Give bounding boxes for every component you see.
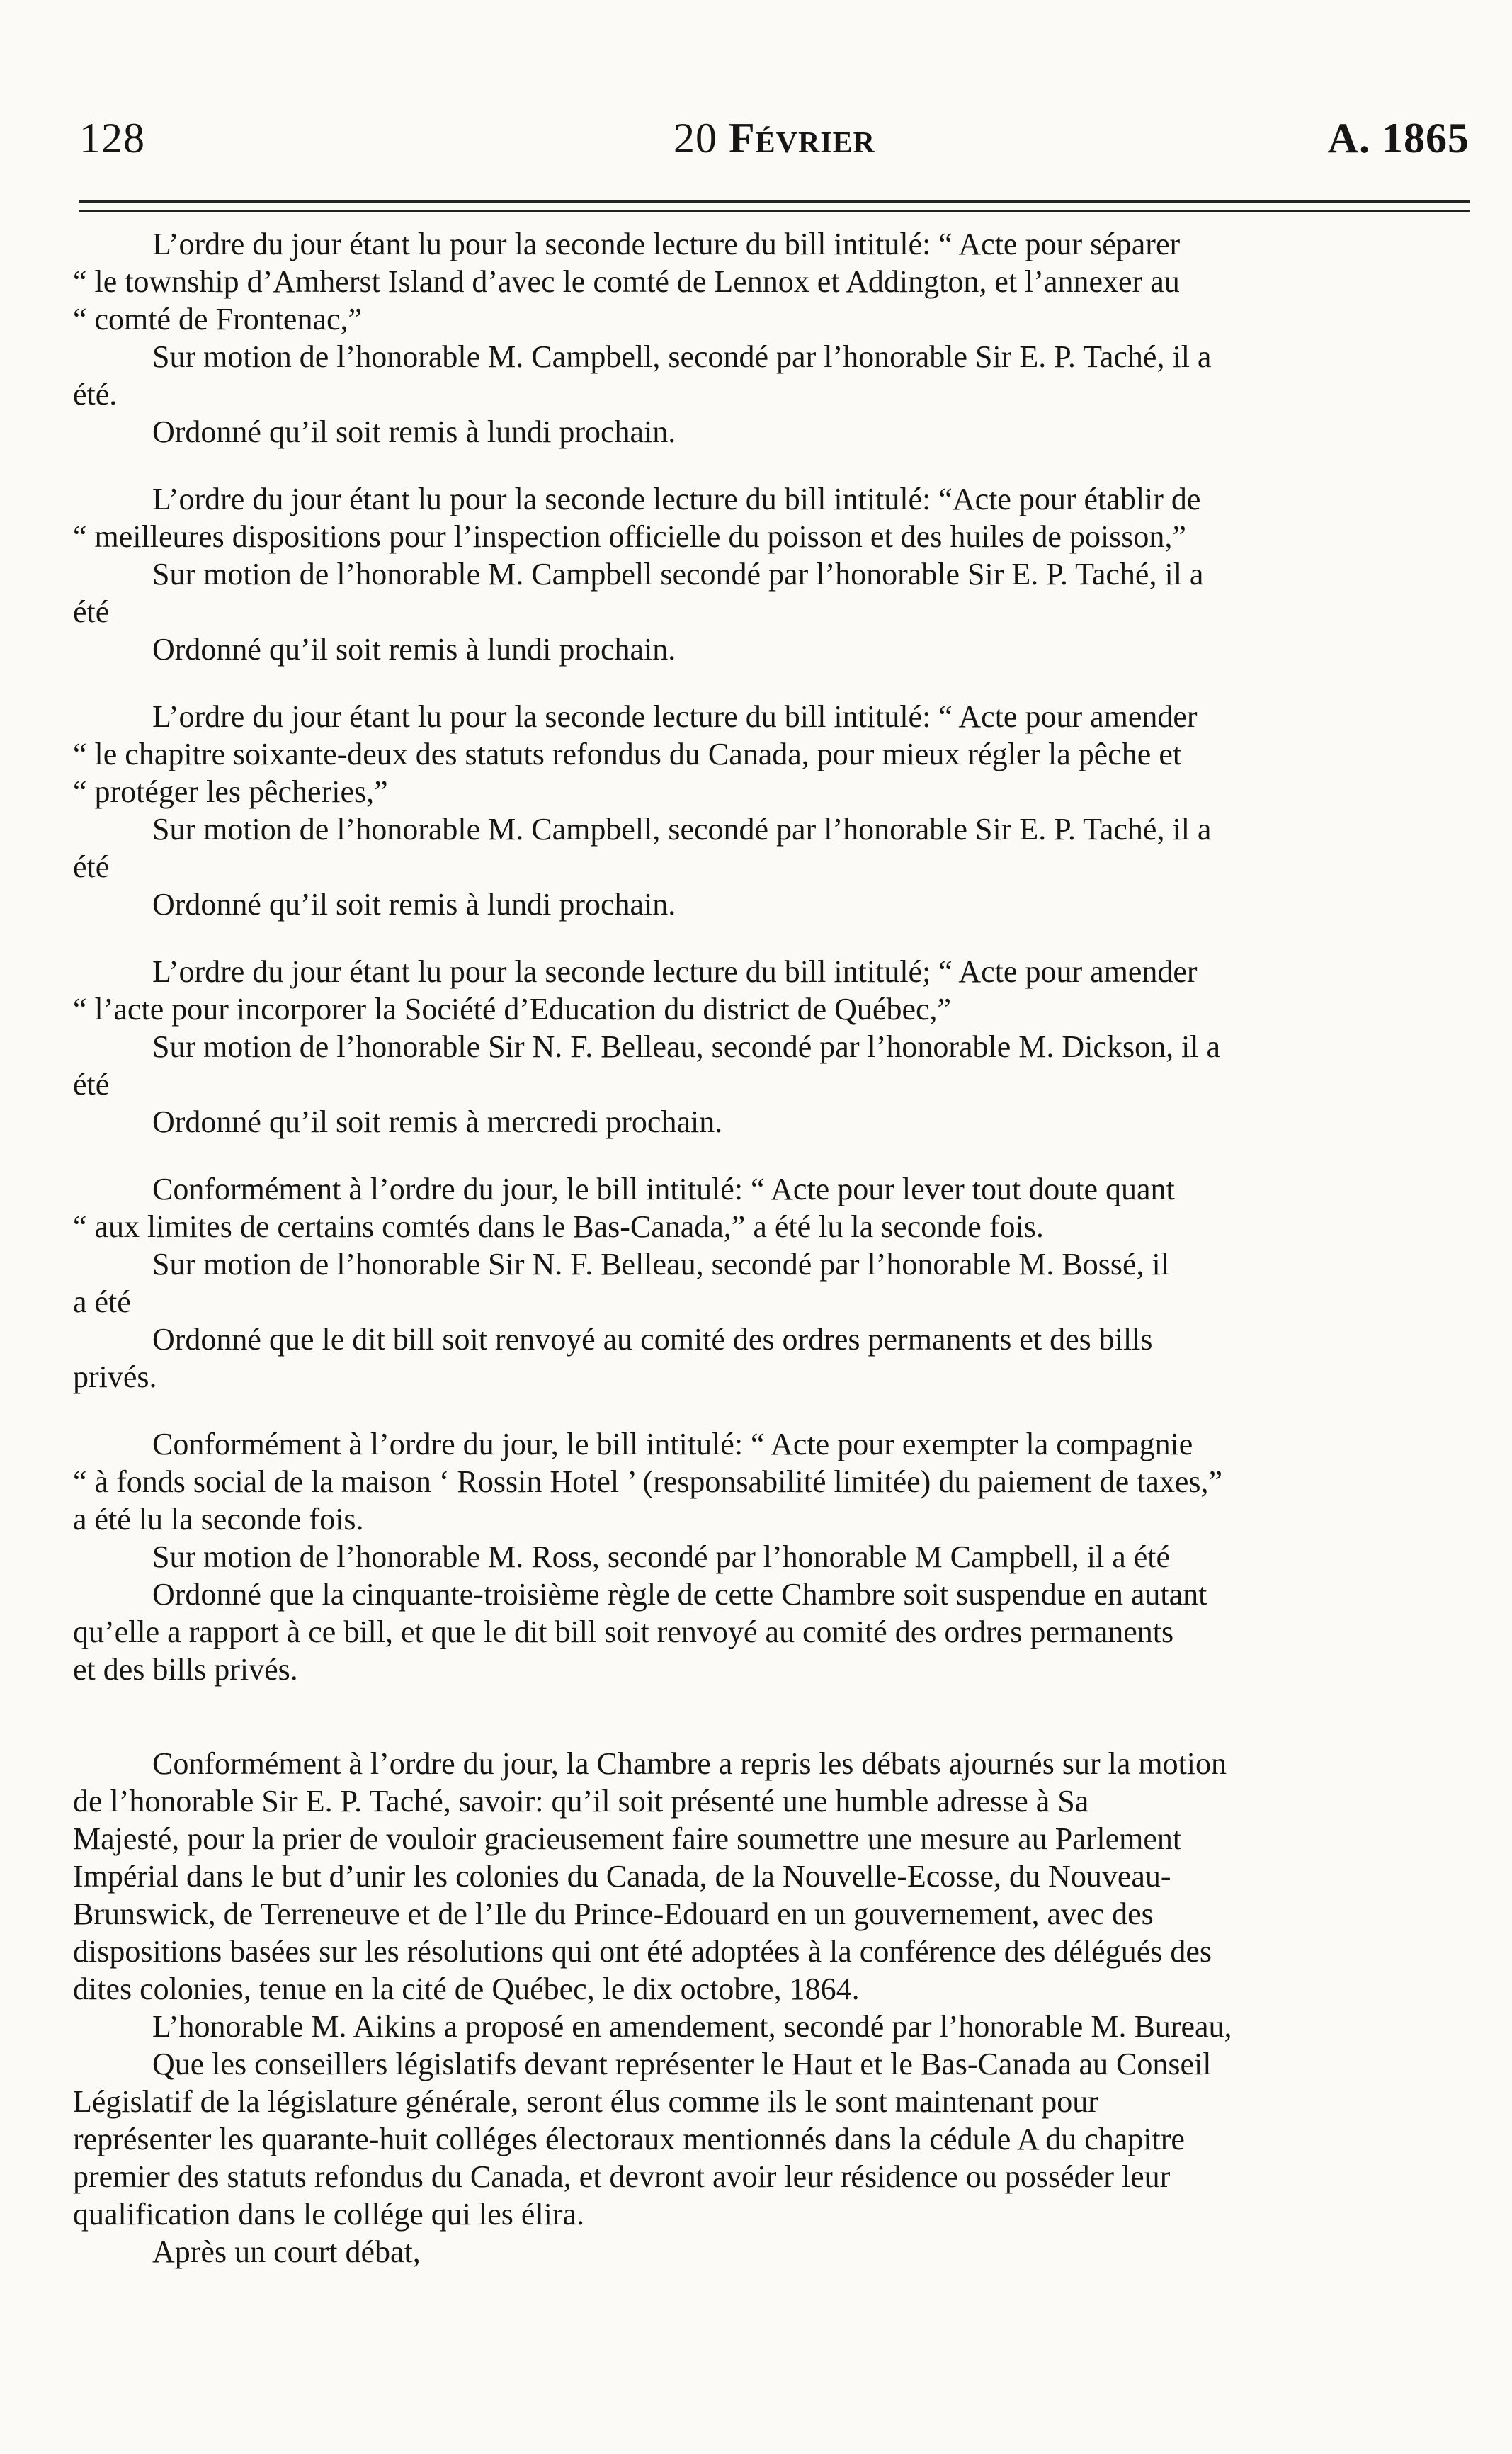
- text-line: “ à fonds social de la maison ‘ Rossin Hotel ’ (responsabilité limitée) du paiement de taxes,”: [73, 1464, 1223, 1499]
- text-line: Sur motion de l’honorable M. Campbell secondé par l’honorable Sir E. P. Taché, il a: [152, 557, 1204, 592]
- entry-inspection-poisson: [73, 480, 1470, 668]
- text-line: L’ordre du jour étant lu pour la seconde lecture du bill intitulé: “ Acte pour séparer: [152, 227, 1181, 261]
- header-date: [79, 106, 1470, 170]
- entry-confederation-debate: [73, 1745, 1470, 2271]
- text-line: L’ordre du jour étant lu pour la seconde lecture du bill intitulé; “ Acte pour amender: [152, 954, 1198, 989]
- text-line: “ l’acte pour incorporer la Société d’Education du district de Québec,”: [73, 992, 952, 1027]
- entry-peche: [73, 698, 1470, 923]
- text-line: L’ordre du jour étant lu pour la seconde lecture du bill intitulé: “ Acte pour amender: [152, 699, 1198, 734]
- text-line: été: [73, 1067, 110, 1102]
- text-line: été: [73, 594, 110, 629]
- text-line: Sur motion de l’honorable Sir N. F. Belleau, secondé par l’honorable M. Dickson, il a: [152, 1029, 1221, 1064]
- text-line: Ordonné qu’il soit remis à lundi prochain.: [152, 414, 676, 449]
- text-line: Ordonné qu’il soit remis à mercredi prochain.: [152, 1104, 723, 1139]
- text-line: qu’elle a rapport à ce bill, et que le dit bill soit renvoyé au comité des ordres permanents: [73, 1615, 1174, 1649]
- text-line: “ le township d’Amherst Island d’avec le comté de Lennox et Addington, et l’annexer au: [73, 264, 1180, 299]
- entry-societe-education: [73, 953, 1470, 1141]
- entry-amherst-island: [73, 225, 1470, 451]
- text-line: Sur motion de l’honorable M. Campbell, secondé par l’honorable Sir E. P. Taché, il a: [152, 812, 1212, 847]
- entry-rossin-hotel: [73, 1425, 1470, 1688]
- text-line: été: [73, 849, 110, 884]
- running-header: [79, 106, 1470, 170]
- text-line: a été lu la seconde fois.: [73, 1502, 364, 1537]
- header-rule-thin: [79, 210, 1470, 212]
- header-rule-thick: [79, 200, 1470, 203]
- text-line: été.: [73, 377, 118, 412]
- text-line: “ comté de Frontenac,”: [73, 302, 363, 337]
- text-line: Après un court débat,: [152, 2234, 421, 2269]
- text-line: Conformément à l’ordre du jour, le bill intitulé: “ Acte pour exempter la compagnie: [152, 1427, 1193, 1461]
- text-line: de l’honorable Sir E. P. Taché, savoir: qu’il soit présenté une humble adresse à Sa: [73, 1784, 1089, 1819]
- text-line: Ordonné que le dit bill soit renvoyé au comité des ordres permanents et des bills: [152, 1322, 1153, 1357]
- text-line: Brunswick, de Terreneuve et de l’Ile du Prince-Edouard en un gouvernement, avec des: [73, 1896, 1154, 1931]
- text-line: dispositions basées sur les résolutions qui ont été adoptées à la conférence des délégués des: [73, 1934, 1212, 1969]
- text-line: Ordonné qu’il soit remis à lundi prochain.: [152, 632, 676, 667]
- text-line: a été: [73, 1284, 131, 1319]
- entry-limites-comtes: [73, 1170, 1470, 1396]
- text-line: Ordonné que la cinquante-troisième règle de cette Chambre soit suspendue en autant: [152, 1577, 1207, 1612]
- text-line: “ le chapitre soixante-deux des statuts refondus du Canada, pour mieux régler la pêche et: [73, 737, 1182, 771]
- text-line: privés.: [73, 1359, 157, 1394]
- text-line: “ protéger les pêcheries,”: [73, 774, 388, 809]
- text-line: premier des statuts refondus du Canada, et devront avoir leur résidence ou posséder leur: [73, 2159, 1171, 2194]
- text-line: “ meilleures dispositions pour l’inspection officielle du poisson et des huiles de poisson,”: [73, 519, 1186, 554]
- header-year: A. 1865: [1327, 115, 1470, 162]
- text-line: Législatif de la législature générale, seront élus comme ils le sont maintenant pour: [73, 2084, 1098, 2119]
- text-line: Sur motion de l’honorable Sir N. F. Belleau, secondé par l’honorable M. Bossé, il: [152, 1247, 1169, 1282]
- text-line: Impérial dans le but d’unir les colonies du Canada, de la Nouvelle-Ecosse, du Nouveau-: [73, 1859, 1171, 1894]
- text-line: L’ordre du jour étant lu pour la seconde lecture du bill intitulé: “Acte pour établir de: [152, 482, 1201, 516]
- text-line: Conformément à l’ordre du jour, la Chambre a repris les débats ajournés sur la motion: [152, 1746, 1227, 1781]
- text-line: Sur motion de l’honorable M. Ross, secondé par l’honorable M Campbell, il a été: [152, 1539, 1171, 1574]
- text-line: Que les conseillers législatifs devant représenter le Haut et le Bas-Canada au Conseil: [152, 2047, 1212, 2081]
- text-line: Ordonné qu’il soit remis à lundi prochain.: [152, 887, 676, 922]
- text-line: L’honorable M. Aikins a proposé en amendement, secondé par l’honorable M. Bureau,: [152, 2009, 1232, 2044]
- page-number: 128: [79, 115, 145, 162]
- text-line: Majesté, pour la prier de vouloir gracieusement faire soumettre une mesure au Parlement: [73, 1821, 1182, 1856]
- header-date-day: 20: [673, 115, 717, 162]
- text-line: et des bills privés.: [73, 1652, 298, 1687]
- text-line: représenter les quarante-huit colléges électoraux mentionnés dans la cédule A du chapitre: [73, 2122, 1185, 2156]
- document-body: [73, 225, 1470, 2300]
- text-line: “ aux limites de certains comtés dans le Bas-Canada,” a été lu la seconde fois.: [73, 1209, 1044, 1244]
- text-line: Conformément à l’ordre du jour, le bill intitulé: “ Acte pour lever tout doute quant: [152, 1172, 1175, 1206]
- text-line: qualification dans le collége qui les élira.: [73, 2197, 585, 2232]
- text-line: dites colonies, tenue en la cité de Québec, le dix octobre, 1864.: [73, 1972, 860, 2006]
- text-line: Sur motion de l’honorable M. Campbell, secondé par l’honorable Sir E. P. Taché, il a: [152, 339, 1212, 374]
- header-date-month: Février: [728, 115, 875, 162]
